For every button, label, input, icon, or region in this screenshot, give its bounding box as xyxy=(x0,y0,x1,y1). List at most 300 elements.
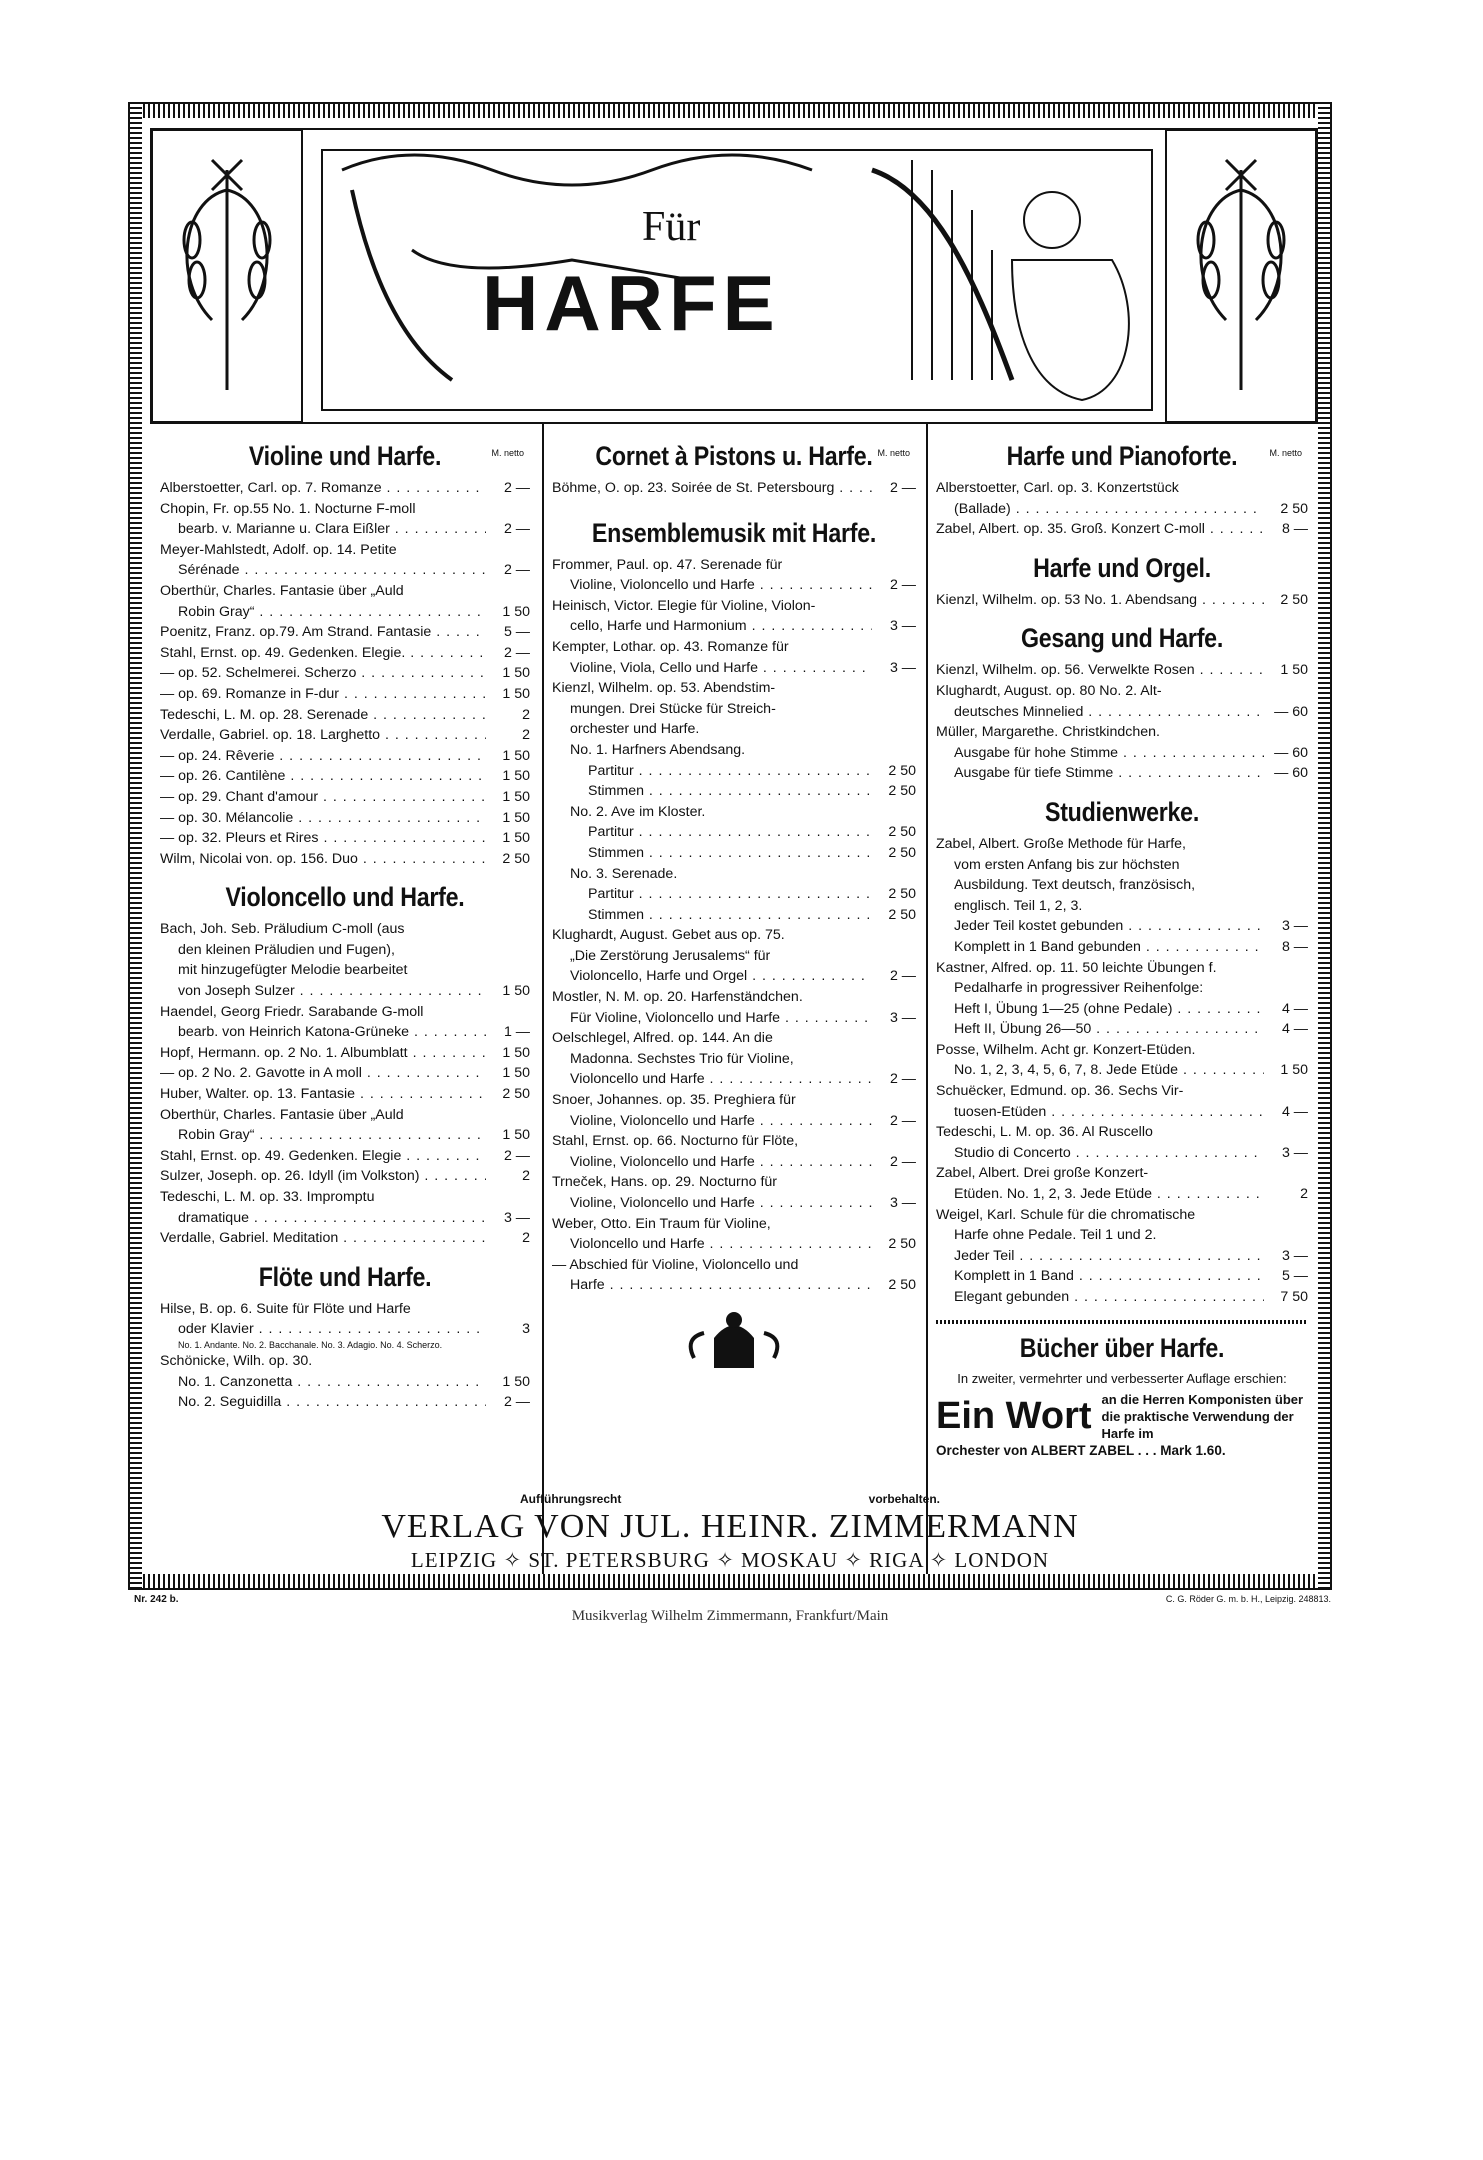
entry-title: — op. 29. Chant d'amour . . . xyxy=(160,787,486,808)
catalog-entry xyxy=(160,766,530,787)
entry-title: Partitur . . . xyxy=(588,822,872,843)
entry-title: Stimmen . . . xyxy=(588,905,872,926)
publisher-name: VERLAG VON JUL. HEINR. ZIMMERMANN xyxy=(381,1508,1079,1545)
left-wreath-icon xyxy=(184,160,270,390)
entry-price: 2 — xyxy=(503,562,530,579)
catalog-entry xyxy=(160,1084,530,1105)
catalog-entry xyxy=(552,864,916,885)
section-title: Ensemblemusik mit Harfe. xyxy=(591,517,877,548)
catalog-entry xyxy=(160,1208,530,1229)
entry-title: Oberthür, Charles. Fantasie über „Auld xyxy=(160,582,404,599)
section-title: Cornet à Pistons u. Harfe. xyxy=(595,441,873,471)
catalog-entry xyxy=(936,855,1308,876)
entry-title: No. 1, 2, 3, 4, 5, 6, 7, 8. Jede Etüde . . . xyxy=(954,1060,1264,1081)
entry-price: 2 50 xyxy=(502,1086,530,1103)
catalog-entry xyxy=(552,925,916,946)
entry-price: 1 50 xyxy=(502,1044,530,1061)
library-stamp: Musikverlag Wilhelm Zimmermann, Frankfurt/Main xyxy=(571,1608,889,1624)
entry-title: Trneček, Hans. op. 29. Nocturno für xyxy=(552,1174,778,1191)
section-title: Studienwerke. xyxy=(1044,796,1200,827)
entry-title: vom ersten Anfang bis zur höchsten xyxy=(954,856,1180,873)
catalog-entry xyxy=(936,722,1308,743)
entry-price: 1 50 xyxy=(502,747,530,764)
section-studienwerke xyxy=(936,796,1308,1308)
catalog-entry xyxy=(160,643,530,664)
entry-price: 5 — xyxy=(503,624,530,641)
catalog-entry xyxy=(160,1392,530,1413)
catalog-entry xyxy=(936,1040,1308,1061)
entry-title: Bach, Joh. Seb. Präludium C-moll (aus xyxy=(160,921,405,938)
entry-title: mungen. Drei Stücke für Streich- xyxy=(570,700,776,717)
entry-title: Komplett in 1 Band . . . xyxy=(954,1266,1264,1287)
column-left xyxy=(160,440,530,1425)
entry-title: Pedalharfe in progressiver Reihenfolge: xyxy=(954,980,1204,997)
catalog-entry xyxy=(936,660,1308,681)
entry-title: tuosen-Etüden . . . xyxy=(954,1102,1264,1123)
books-intro: In zweiter, vermehrter und verbesserter Auflage erschien: xyxy=(957,1370,1287,1386)
entry-title: Elegant gebunden . . . xyxy=(954,1287,1264,1308)
entry-title: Partitur . . . xyxy=(588,884,872,905)
catalog-entry xyxy=(552,1214,916,1235)
entry-title: Hopf, Hermann. op. 2 No. 1. Albumblatt . . . xyxy=(160,1043,486,1064)
entry-price: 3 — xyxy=(1281,1247,1308,1264)
entry-price: 3 — xyxy=(1281,918,1308,935)
entry-price: 3 — xyxy=(889,659,916,676)
entry-price: 1 50 xyxy=(502,983,530,1000)
entry-title: Kastner, Alfred. op. 11. 50 leichte Übungen f. xyxy=(936,959,1217,976)
catalog-entry xyxy=(160,746,530,767)
entry-price: 2 — xyxy=(889,1071,916,1088)
entry-title: Stahl, Ernst. op. 66. Nocturno für Flöte, xyxy=(552,1133,799,1150)
column-divider-2 xyxy=(926,424,928,1574)
right-wreath-icon xyxy=(1198,160,1284,390)
entry-title: Huber, Walter. op. 13. Fantasie . . . xyxy=(160,1084,486,1105)
entry-title: Kempter, Lothar. op. 43. Romanze für xyxy=(552,638,789,655)
entry-title: Stimmen . . . xyxy=(588,843,872,864)
catalog-entry xyxy=(160,1002,530,1023)
catalog-entry xyxy=(160,1372,530,1393)
catalog-entry xyxy=(160,705,530,726)
entry-title: — op. 2 No. 2. Gavotte in A moll . . . xyxy=(160,1063,486,1084)
rights-right: vorbehalten. xyxy=(868,1492,940,1506)
title-banner xyxy=(150,128,1318,424)
entry-title: Zabel, Albert. op. 35. Groß. Konzert C-moll . . . xyxy=(936,519,1264,540)
entry-title: Violoncello und Harfe . . . xyxy=(570,1069,872,1090)
netto-label: M. netto xyxy=(491,448,524,458)
entry-title: Tedeschi, L. M. op. 36. Al Ruscello xyxy=(936,1124,1153,1141)
entry-title: Wilm, Nicolai von. op. 156. Duo . . . xyxy=(160,849,486,870)
catalog-entry xyxy=(552,575,916,596)
entry-title: Kienzl, Wilhelm. op. 53 No. 1. Abendsang . . . xyxy=(936,590,1264,611)
entry-title: Violoncello, Harfe und Orgel . . . xyxy=(570,966,872,987)
catalog-entry xyxy=(552,843,916,864)
netto-label: M. netto xyxy=(877,448,910,458)
entry-title: Zabel, Albert. Drei große Konzert- xyxy=(936,1165,1149,1182)
entry-title: Violine, Violoncello und Harfe . . . xyxy=(570,1111,872,1132)
section-harfe-orgel xyxy=(936,552,1308,611)
catalog-entry xyxy=(552,616,916,637)
column-middle xyxy=(552,440,916,1378)
catalog-entry xyxy=(160,560,530,581)
entry-title: Chopin, Fr. op.55 No. 1. Nocturne F-moll xyxy=(160,500,416,517)
catalog-number: Nr. 242 b. xyxy=(134,1594,179,1605)
entry-title: — op. 30. Mélancolie . . . xyxy=(160,808,486,829)
entry-title: bearb. von Heinrich Katona-Grüneke . . . xyxy=(178,1022,486,1043)
section-title: Harfe und Pianoforte. xyxy=(1006,441,1238,471)
entry-price: 2 50 xyxy=(888,762,916,779)
catalog-entry xyxy=(936,834,1308,855)
catalog-entry xyxy=(160,725,530,746)
catalog-entry xyxy=(160,1299,530,1320)
catalog-entry xyxy=(552,905,916,926)
catalog-entry xyxy=(552,1255,916,1276)
entry-price: 2 — xyxy=(503,1394,530,1411)
entry-price: 1 50 xyxy=(502,685,530,702)
entry-title: Violine, Violoncello und Harfe . . . xyxy=(570,1152,872,1173)
catalog-entry xyxy=(936,681,1308,702)
entry-price: 5 — xyxy=(1281,1268,1308,1285)
entry-title: den kleinen Präludien und Fugen), xyxy=(178,941,395,958)
catalog-entry xyxy=(552,719,916,740)
entry-title: Partitur . . . xyxy=(588,761,872,782)
entry-price: 2 xyxy=(522,706,530,723)
entry-title: Mostler, N. M. op. 20. Harfenständchen. xyxy=(552,989,803,1006)
catalog-entry xyxy=(552,1152,916,1173)
catalog-entry xyxy=(936,1287,1308,1308)
entry-title: Tedeschi, L. M. op. 33. Impromptu xyxy=(160,1189,375,1205)
entry-title: Violine, Viola, Cello und Harfe . . . xyxy=(570,658,872,679)
entry-title: Stimmen . . . xyxy=(588,781,872,802)
entry-price: 2 50 xyxy=(502,850,530,867)
catalog-entry xyxy=(552,884,916,905)
entry-title: Alberstoetter, Carl. op. 7. Romanze . . . xyxy=(160,478,486,499)
catalog-entry xyxy=(552,555,916,576)
entry-title: Jeder Teil kostet gebunden . . . xyxy=(954,916,1264,937)
catalog-entry xyxy=(160,622,530,643)
catalog-entry xyxy=(936,1019,1308,1040)
catalog-entry xyxy=(160,663,530,684)
catalog-entry xyxy=(936,875,1308,896)
catalog-entry xyxy=(936,478,1308,499)
entry-title: Sulzer, Joseph. op. 26. Idyll (im Volkston) . . . xyxy=(160,1166,486,1187)
entry-price: 4 — xyxy=(1281,1021,1308,1038)
catalog-entry xyxy=(936,958,1308,979)
entry-title: Ausgabe für hohe Stimme . . . xyxy=(954,743,1264,764)
catalog-entry xyxy=(160,1166,530,1187)
catalog-entry xyxy=(936,1266,1308,1287)
entry-price: 2 50 xyxy=(888,824,916,841)
entry-price: 1 50 xyxy=(502,1373,530,1390)
entry-price: 2 — xyxy=(889,1112,916,1129)
catalog-entry xyxy=(160,808,530,829)
catalog-entry xyxy=(552,761,916,782)
catalog-entry xyxy=(552,1111,916,1132)
entry-price: 3 — xyxy=(503,1209,530,1226)
entry-price: 2 50 xyxy=(888,906,916,923)
entry-price: 4 — xyxy=(1281,1103,1308,1120)
entry-price: 2 — xyxy=(889,968,916,985)
entry-price: 1 50 xyxy=(502,788,530,805)
catalog-entry xyxy=(936,1163,1308,1184)
section-ensemblemusik xyxy=(552,517,916,1296)
catalog-entry xyxy=(552,966,916,987)
catalog-entry xyxy=(160,1187,530,1208)
section-buecher xyxy=(936,1332,1308,1460)
entry-price: 3 xyxy=(522,1321,530,1338)
entry-price: 2 — xyxy=(889,577,916,594)
entry-title: — op. 69. Romanze in F-dur . . . xyxy=(160,684,486,705)
entry-title: Klughardt, August. op. 80 No. 2. Alt- xyxy=(936,682,1162,699)
catalog-entry xyxy=(160,478,530,499)
entry-title: Poenitz, Franz. op.79. Am Strand. Fantasie . . . xyxy=(160,622,486,643)
entry-price: 2 — xyxy=(503,1147,530,1164)
catalog-entry xyxy=(936,978,1308,999)
section-rule xyxy=(936,1320,1308,1324)
catalog-entry xyxy=(552,1008,916,1029)
entry-title: Schuëcker, Edmund. op. 36. Sechs Vir- xyxy=(936,1083,1184,1100)
catalog-entry xyxy=(552,478,916,499)
entry-title: — op. 32. Pleurs et Rires . . . xyxy=(160,828,486,849)
entry-price: 2 50 xyxy=(1280,500,1308,517)
entry-title: Madonna. Sechstes Trio für Violine, xyxy=(570,1050,794,1067)
section-title: Bücher über Harfe. xyxy=(1019,1332,1225,1363)
entry-title: Heinisch, Victor. Elegie für Violine, Violon- xyxy=(552,597,816,614)
entry-title: Studio di Concerto . . . xyxy=(954,1143,1264,1164)
entry-title: Sérénade . . . xyxy=(178,560,486,581)
catalog-entry xyxy=(552,678,916,699)
catalog-entry xyxy=(552,1090,916,1111)
catalog-entry xyxy=(552,1275,916,1296)
catalog-entry xyxy=(552,1193,916,1214)
entry-title: No. 2. Ave im Kloster. xyxy=(570,803,706,820)
entry-title: Ausgabe für tiefe Stimme . . . xyxy=(954,763,1264,784)
entry-title: No. 3. Serenade. xyxy=(570,865,678,882)
catalog-entry xyxy=(936,1246,1308,1267)
entry-title: Komplett in 1 Band gebunden . . . xyxy=(954,937,1264,958)
catalog-entry xyxy=(552,637,916,658)
publisher-cities: LEIPZIG ✧ ST. PETERSBURG ✧ MOSKAU ✧ RIGA ✧ LONDON xyxy=(410,1548,1050,1572)
catalog-entry xyxy=(936,999,1308,1020)
entry-price: 1 50 xyxy=(1280,1062,1308,1079)
entry-title: Tedeschi, L. M. op. 28. Serenade . . . xyxy=(160,705,486,726)
entry-title: dramatique . . . xyxy=(178,1208,486,1229)
entry-price: 2 — xyxy=(503,521,530,538)
entry-price: 1 50 xyxy=(502,1065,530,1082)
entry-price: 2 — xyxy=(503,644,530,661)
catalog-entry xyxy=(936,1184,1308,1205)
catalog-entry xyxy=(160,960,530,981)
printer-credit: C. G. Röder G. m. b. H., Leipzig. 248813. xyxy=(1165,1594,1331,1604)
entry-price: 3 — xyxy=(889,1009,916,1026)
entry-price: 1 — xyxy=(503,1024,530,1041)
section-title: Violine und Harfe. xyxy=(248,441,442,471)
section-gesang-harfe xyxy=(936,622,1308,784)
entry-title: von Joseph Sulzer . . . xyxy=(178,981,486,1002)
entry-title: Zabel, Albert. Große Methode für Harfe, xyxy=(936,835,1186,852)
fuer-label: Für xyxy=(642,204,701,250)
entry-title: — op. 24. Rêverie . . . xyxy=(160,746,486,767)
entry-price: 8 — xyxy=(1281,938,1308,955)
section-cornet-harfe xyxy=(552,440,916,499)
entry-price: 2 xyxy=(522,727,530,744)
catalog-entry xyxy=(936,1102,1308,1123)
entry-price: — 60 xyxy=(1274,744,1308,761)
entry-title: No. 1. Canzonetta . . . xyxy=(178,1372,486,1393)
rights-left: Aufführungsrecht xyxy=(520,1492,622,1506)
column-right xyxy=(936,440,1308,1472)
entry-title: Heft II, Übung 26—50 . . . xyxy=(954,1019,1264,1040)
entry-title: mit hinzugefügter Melodie bearbeitet xyxy=(178,962,408,979)
catalog-entry xyxy=(936,1081,1308,1102)
entry-price: 1 50 xyxy=(502,1127,530,1144)
catalog-entry xyxy=(936,702,1308,723)
entry-title: Violine, Violoncello und Harfe . . . xyxy=(570,1193,872,1214)
entry-title: Schönicke, Wilh. op. 30. xyxy=(160,1352,313,1369)
catalog-entry xyxy=(936,896,1308,917)
entry-price: — 60 xyxy=(1274,703,1308,720)
section-violoncello-harfe xyxy=(160,881,530,1249)
entry-price: 2 50 xyxy=(888,783,916,800)
entry-title: Oberthür, Charles. Fantasie über „Auld xyxy=(160,1106,404,1123)
entry-price: — 60 xyxy=(1274,765,1308,782)
catalog-entry xyxy=(160,1146,530,1167)
entry-title: orchester und Harfe. xyxy=(570,721,700,738)
entry-title: Violine, Violoncello und Harfe . . . xyxy=(570,575,872,596)
entry-title: „Die Zerstörung Jerusalems“ für xyxy=(570,947,771,964)
entry-title: cello, Harfe und Harmonium . . . xyxy=(570,616,872,637)
entry-title: Verdalle, Gabriel. Meditation . . . xyxy=(160,1228,486,1249)
entry-title: Posse, Wilhelm. Acht gr. Konzert-Etüden. xyxy=(936,1041,1196,1058)
catalog-entry xyxy=(552,699,916,720)
catalog-entry xyxy=(552,802,916,823)
catalog-entry xyxy=(936,937,1308,958)
entry-price: 3 — xyxy=(1281,1144,1308,1161)
entry-price: 2 — xyxy=(889,1153,916,1170)
catalog-entry xyxy=(160,1043,530,1064)
entry-title: Harfe . . . xyxy=(570,1275,872,1296)
ein-wort-title: Ein Wort xyxy=(936,1395,1092,1438)
catalog-entry xyxy=(160,1022,530,1043)
entry-price: 3 — xyxy=(889,618,916,635)
catalog-entry xyxy=(936,1060,1308,1081)
catalog-entry xyxy=(552,596,916,617)
entry-title: (Ballade) . . . xyxy=(954,499,1264,520)
entry-price: 2 50 xyxy=(888,1236,916,1253)
catalog-entry xyxy=(160,849,530,870)
section-title: Violoncello und Harfe. xyxy=(225,882,465,913)
entry-price: 1 50 xyxy=(502,768,530,785)
entry-price: 2 — xyxy=(889,480,916,496)
section-title: Flöte und Harfe. xyxy=(258,1261,432,1292)
entry-price: 2 50 xyxy=(1280,591,1308,608)
catalog-entry xyxy=(552,740,916,761)
entry-title: — op. 26. Cantilène . . . xyxy=(160,766,486,787)
catalog-entry xyxy=(160,1319,530,1340)
section-title: Gesang und Harfe. xyxy=(1020,623,1224,654)
catalog-entry xyxy=(552,658,916,679)
entry-price: 8 — xyxy=(1281,521,1308,538)
catalog-entry xyxy=(552,1028,916,1049)
section-violine-harfe xyxy=(160,440,530,869)
entry-title: deutsches Minnelied . . . xyxy=(954,702,1264,723)
entry-price: 2 — xyxy=(503,480,530,496)
entry-price: 2 50 xyxy=(888,886,916,903)
entry-title: Heft I, Übung 1—25 (ohne Pedale) . . . xyxy=(954,999,1264,1020)
catalog-entry xyxy=(160,581,530,602)
catalog-entry xyxy=(936,499,1308,520)
catalog-entry xyxy=(552,1069,916,1090)
entry-title: Ausbildung. Text deutsch, französisch, xyxy=(954,877,1196,894)
entry-title: — Abschied für Violine, Violoncello und xyxy=(552,1256,799,1273)
catalog-entry xyxy=(160,1063,530,1084)
catalog-entry xyxy=(160,919,530,940)
entry-title: Verdalle, Gabriel. op. 18. Larghetto . . . xyxy=(160,725,486,746)
entry-title: No. 1. Harfners Abendsang. xyxy=(570,741,746,758)
entry-price: 1 50 xyxy=(1280,662,1308,679)
catalog-entry xyxy=(160,1351,530,1372)
catalog-entry xyxy=(936,1122,1308,1143)
entry-title: Meyer-Mahlstedt, Adolf. op. 14. Petite xyxy=(160,541,397,558)
entry-title: Stahl, Ernst. op. 49. Gedenken. Elegie. . . . xyxy=(160,643,486,664)
catalog-entry xyxy=(552,1172,916,1193)
entry-title: Jeder Teil . . . xyxy=(954,1246,1264,1267)
entry-price: 7 50 xyxy=(1280,1289,1308,1305)
entry-price: 2 xyxy=(1300,1186,1308,1203)
entry-title: englisch. Teil 1, 2, 3. xyxy=(954,897,1083,914)
catalog-entry xyxy=(552,781,916,802)
rights-line xyxy=(520,1492,940,1506)
catalog-entry xyxy=(936,519,1308,540)
entry-title: Kienzl, Wilhelm. op. 53. Abendstim- xyxy=(552,680,776,697)
catalog-entry xyxy=(160,602,530,623)
entry-price: 1 50 xyxy=(502,603,530,620)
entry-price: 2 xyxy=(522,1230,530,1247)
entry-title: Klughardt, August. Gebet aus op. 75. xyxy=(552,927,785,944)
entry-title: Violoncello und Harfe . . . xyxy=(570,1234,872,1255)
entry-title: Frommer, Paul. op. 47. Serenade für xyxy=(552,556,783,573)
catalog-entry xyxy=(936,1225,1308,1246)
catalog-entry xyxy=(936,743,1308,764)
entry-title: Harfe ohne Pedale. Teil 1 und 2. xyxy=(954,1227,1157,1244)
catalog-entry xyxy=(552,822,916,843)
entry-title: Hilse, B. op. 6. Suite für Flöte und Harfe xyxy=(160,1300,411,1317)
catalog-entry xyxy=(552,946,916,967)
entry-title: Müller, Margarethe. Christkindchen. xyxy=(936,724,1160,741)
entry-title: Etüden. No. 1, 2, 3. Jede Etüde . . . xyxy=(954,1184,1264,1205)
entry-price: 2 xyxy=(522,1168,530,1185)
entry-price: 1 50 xyxy=(502,830,530,847)
entry-title: Snoer, Johannes. op. 35. Preghiera für xyxy=(552,1092,796,1109)
catalog-entry xyxy=(936,1205,1308,1226)
entry-title: Alberstoetter, Carl. op. 3. Konzertstück xyxy=(936,480,1179,496)
catalog-entry xyxy=(160,684,530,705)
catalog-entry xyxy=(160,519,530,540)
entry-title: Weber, Otto. Ein Traum für Violine, xyxy=(552,1215,771,1232)
entry-title: Haendel, Georg Friedr. Sarabande G-moll xyxy=(160,1003,424,1020)
entry-title: Robin Gray“ . . . xyxy=(178,602,486,623)
entry-title: Kienzl, Wilhelm. op. 56. Verwelkte Rosen . . . xyxy=(936,660,1264,681)
catalog-entry xyxy=(160,1125,530,1146)
catalog-entry xyxy=(552,1234,916,1255)
entry-title: bearb. v. Marianne u. Clara Eißler . . . xyxy=(178,519,486,540)
catalog-entry xyxy=(936,763,1308,784)
section-title: Harfe und Orgel. xyxy=(1033,552,1211,583)
harfe-title: HARFE xyxy=(482,259,781,347)
section-harfe-pianoforte xyxy=(936,440,1308,540)
entry-price: 2 50 xyxy=(888,1277,916,1294)
catalog-entry xyxy=(552,1131,916,1152)
entry-title: Böhme, O. op. 23. Soirée de St. Petersbourg . . . xyxy=(552,478,872,499)
